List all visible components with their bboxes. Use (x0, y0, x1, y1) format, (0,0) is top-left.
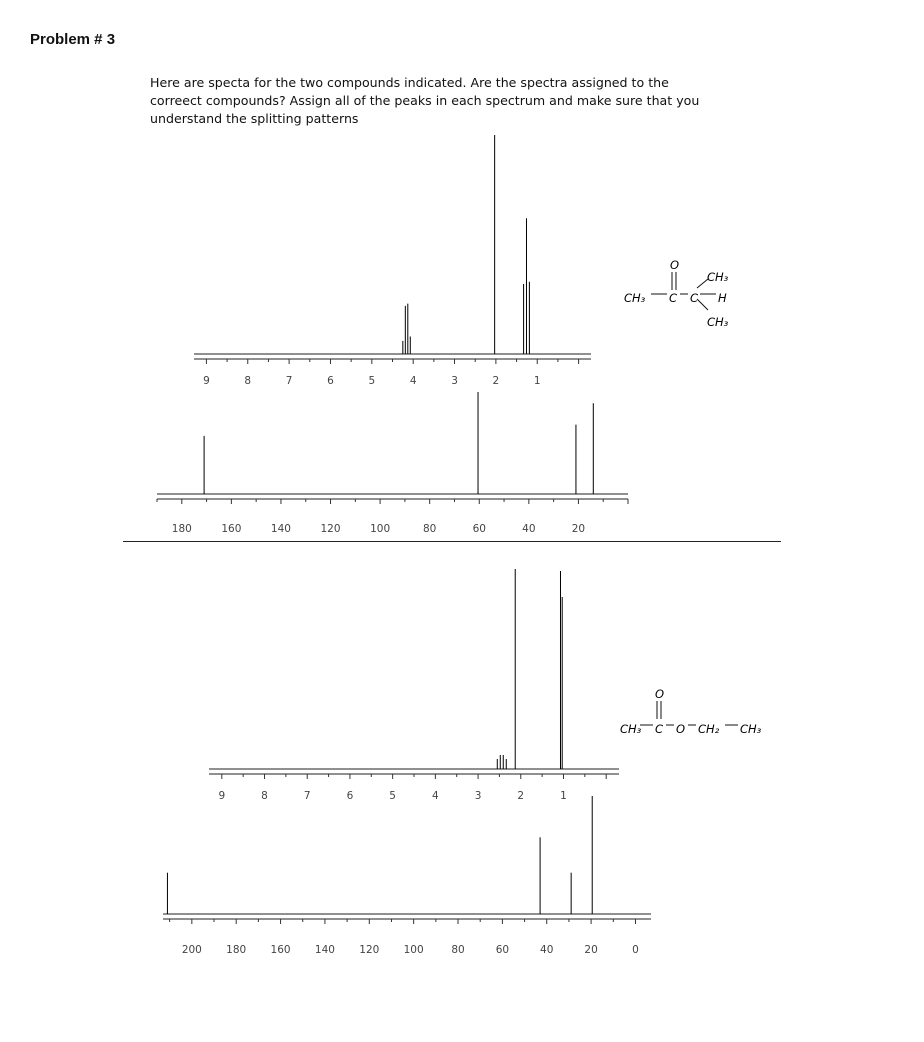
x-tick-label: 60 (495, 944, 510, 956)
x-tick-label: 180 (171, 523, 192, 535)
x-tick-label: 100 (403, 944, 424, 956)
x-tick-label: 120 (320, 523, 341, 535)
x-tick-label: 140 (270, 523, 291, 535)
atom-label: O (670, 258, 680, 272)
x-tick-label: 180 (226, 944, 247, 956)
x-tick-label: 100 (370, 523, 391, 535)
x-tick-label: 8 (261, 790, 268, 802)
x-tick-label: 5 (389, 790, 396, 802)
x-tick-label: 60 (472, 523, 486, 535)
x-tick-label: 120 (359, 944, 380, 956)
x-tick-label: 4 (409, 375, 417, 387)
instruction-line: Here are specta for the two compounds indicated. Are the spectra assigned to the (150, 75, 669, 90)
x-tick-label: 9 (218, 790, 226, 802)
atom-label: O (676, 722, 686, 736)
instruction-line: correect compounds? Assign all of the peaks in each spectrum and make sure that you (150, 93, 700, 108)
x-tick-label: 2 (517, 790, 525, 802)
atom-label: C (690, 291, 699, 305)
x-tick-label: 3 (451, 375, 458, 387)
x-tick-label: 3 (474, 790, 482, 802)
x-tick-label: 8 (244, 375, 252, 387)
x-tick-label: 40 (522, 523, 536, 535)
x-tick-label: 140 (314, 944, 335, 956)
x-tick-label: 6 (346, 790, 354, 802)
x-tick-label: 160 (221, 523, 242, 535)
x-tick-label: 7 (285, 375, 293, 387)
atom-label: CH₃ (707, 270, 729, 284)
atom-label: CH₃ (740, 722, 762, 736)
instruction-line: understand the splitting patterns (150, 111, 359, 126)
atom-label: CH₃ (707, 315, 729, 329)
x-tick-label: 1 (560, 790, 567, 802)
x-tick-label: 1 (533, 375, 541, 387)
atom-label: H (718, 291, 727, 305)
x-tick-label: 0 (632, 944, 639, 956)
x-tick-label: 160 (270, 944, 291, 956)
atom-label: C (655, 722, 664, 736)
atom-label: CH₃ (624, 291, 646, 305)
atom-label: C (669, 291, 678, 305)
x-tick-label: 2 (492, 375, 500, 387)
atom-label: CH₂ (698, 722, 720, 736)
atom-label: O (655, 687, 665, 701)
x-tick-label: 20 (584, 944, 598, 956)
atom-label: CH₃ (620, 722, 642, 736)
x-tick-label: 4 (432, 790, 439, 802)
x-tick-label: 7 (303, 790, 311, 802)
problem-title: Problem # 3 (30, 31, 116, 48)
x-tick-label: 9 (203, 375, 210, 387)
x-tick-label: 200 (181, 944, 202, 956)
x-tick-label: 20 (571, 523, 586, 535)
x-tick-label: 6 (327, 375, 334, 387)
x-tick-label: 80 (422, 523, 437, 535)
x-tick-label: 5 (368, 375, 376, 387)
x-tick-label: 80 (451, 944, 465, 956)
x-tick-label: 40 (540, 944, 554, 956)
